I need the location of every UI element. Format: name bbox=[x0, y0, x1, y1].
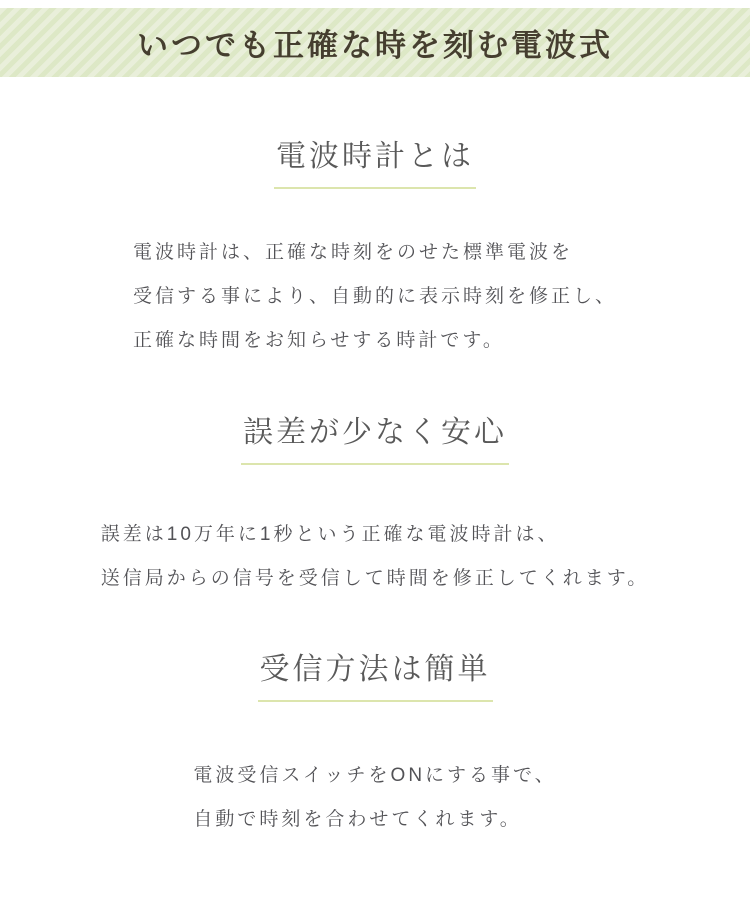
section-heading-about: 電波時計とは bbox=[274, 139, 476, 189]
paragraph-line: 正確な時間をお知らせする時計です。 bbox=[132, 330, 505, 351]
paragraph-line: 自動で時刻を合わせてくれます。 bbox=[193, 809, 522, 830]
paragraph-line: 送信局からの信号を受信して時間を修正してくれます。 bbox=[100, 568, 650, 589]
paragraph-line: 電波時計は、正確な時刻をのせた標準電波を bbox=[132, 242, 573, 263]
section-heading-wrap bbox=[0, 415, 750, 465]
banner-title: いつでも正確な時を刻む電波式 bbox=[137, 28, 613, 63]
paragraph-line: 受信する事により、自動的に表示時刻を修正し、 bbox=[132, 286, 617, 307]
product-description-page bbox=[0, 8, 750, 903]
section-easy-reception bbox=[0, 652, 750, 842]
section-heading-low-error: 誤差が少なく安心 bbox=[241, 415, 509, 465]
section-about-radio-clock bbox=[0, 139, 750, 363]
section-low-error bbox=[0, 415, 750, 601]
section-paragraph-about bbox=[133, 231, 617, 363]
section-heading-wrap bbox=[0, 139, 750, 189]
section-paragraph-low-error bbox=[101, 513, 649, 601]
paragraph-line: 誤差は10万年に1秒という正確な電波時計は、 bbox=[100, 524, 560, 545]
section-heading-easy-reception: 受信方法は簡単 bbox=[258, 652, 493, 702]
section-heading-wrap bbox=[0, 652, 750, 702]
paragraph-line: 電波受信スイッチをONにする事で、 bbox=[193, 765, 557, 786]
header-banner bbox=[0, 8, 750, 77]
section-paragraph-easy-reception bbox=[193, 754, 556, 842]
